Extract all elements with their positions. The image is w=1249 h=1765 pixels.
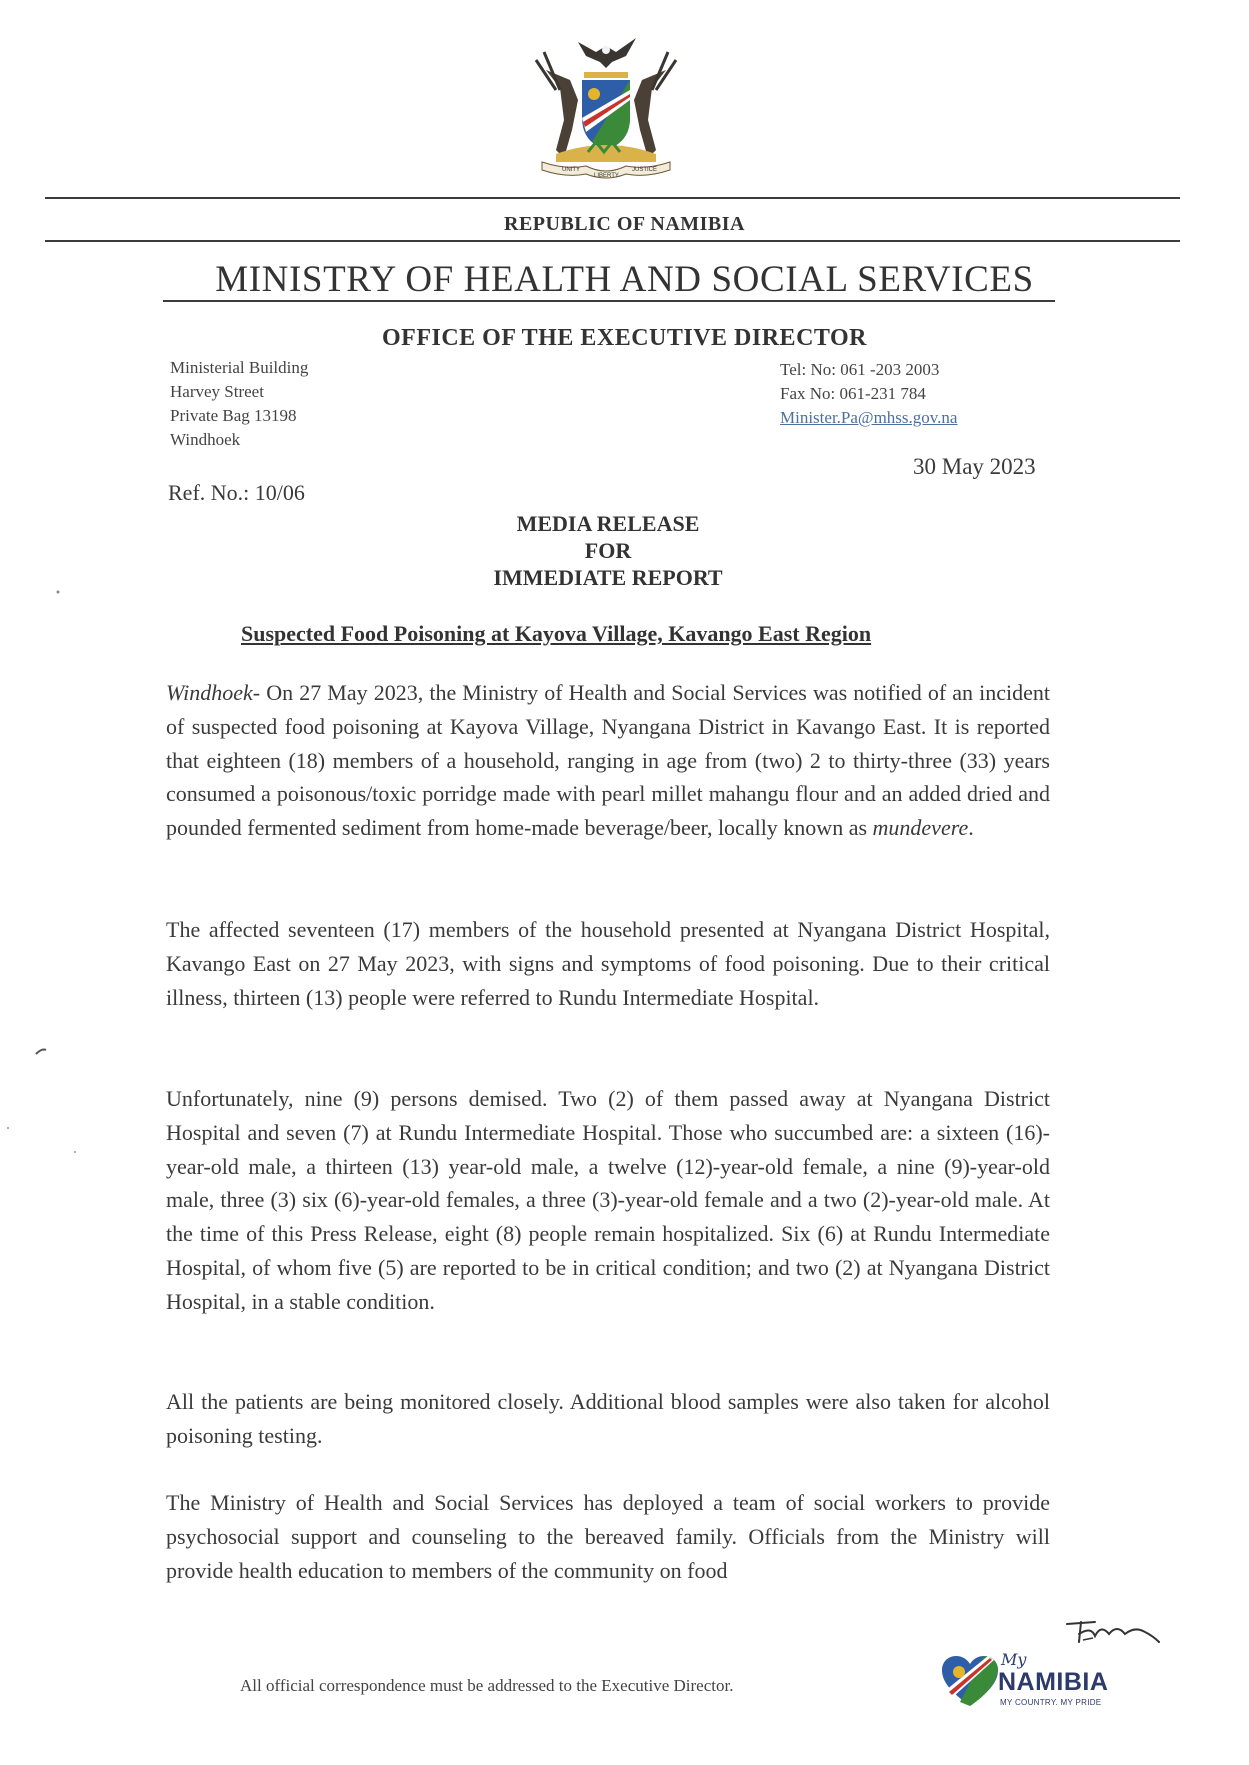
handwritten-initials	[1061, 1612, 1163, 1652]
body-paragraph-5: The Ministry of Health and Social Services has deployed a team of social workers to provide psychosocial support and counseling to the bereaved family. Officials from the Ministry will provide health education to members of the community on food	[166, 1490, 1050, 1583]
release-line: FOR	[584, 538, 632, 563]
motto-liberty: LIBERTY	[594, 173, 619, 179]
address-line: Windhoek	[170, 430, 241, 449]
ministry-underline	[163, 300, 1055, 302]
paragraph-end: .	[968, 815, 974, 841]
office-heading: OFFICE OF THE EXECUTIVE DIRECTOR	[382, 325, 867, 351]
footer-correspondence-note: All official correspondence must be addressed to the Executive Director.	[240, 1676, 734, 1695]
my-namibia-logo	[942, 1648, 1122, 1708]
top-rule	[45, 197, 1180, 199]
motto-justice: JUSTICE	[632, 167, 658, 173]
release-line: IMMEDIATE REPORT	[493, 565, 723, 590]
body-paragraph-4: All the patients are being monitored closely. Additional blood samples were also taken for alcohol poisoning testing.	[166, 1389, 1050, 1448]
heart-flag-icon	[942, 1656, 998, 1708]
media-release-heading	[0, 510, 1216, 591]
motto-unity: UNITY	[562, 167, 580, 173]
address-line: Harvey Street	[170, 382, 264, 401]
release-line: MEDIA RELEASE	[516, 511, 700, 536]
ministry-heading: MINISTRY OF HEALTH AND SOCIAL SERVICES	[215, 259, 1034, 300]
contact-block	[780, 358, 957, 430]
document-headline: Suspected Food Poisoning at Kayova Village, Kavango East Region	[241, 621, 872, 646]
dateline-place: Windhoek-	[166, 680, 261, 705]
telephone: Tel: No: 061 -203 2003	[780, 360, 940, 379]
brand-tagline: MY COUNTRY. MY PRIDE	[1000, 1698, 1102, 1707]
reference-number: Ref. No.: 10/06	[168, 480, 305, 505]
address-block	[170, 356, 308, 452]
brand-name: NAMIBIA	[998, 1668, 1109, 1696]
paragraph-text: On 27 May 2023, the Ministry of Health and Social Services was notified of an incident of suspected food poisoning at Kayova Village, Nyangana District in Kavango East. It is reported that eighteen (18) members of a household, ranging in age from (two) 2 to thirty-three (33) years consumed a poisonous/toxic porridge made with pearl millet mahangu flour and an added dried and pounded fermented sediment from home-made beverage/beer, locally known as	[166, 680, 1050, 841]
body-paragraph-3: Unfortunately, nine (9) persons demised. Two (2) of them passed away at Nyangana District Hospital and seven (7) at Rundu Intermediate Hospital. Those who succumbed are: a sixteen (16)-year-old male, a thirteen (13) year-old male, a twelve (12)-year-old female, a nine (9)-year-old male, three (3) six (6)-year-old females, a three (3)-year-old female and a two (2)-year-old male. At the time of this Press Release, eight (8) people remain hospitalized. Six (6) at Rundu Intermediate Hospital, of whom five (5) are reported to be in critical condition; and two (2) at Nyangana District Hospital, in a stable condition.	[166, 1086, 1050, 1314]
body-paragraph-1	[166, 676, 1050, 845]
republic-heading: REPUBLIC OF NAMIBIA	[504, 213, 745, 235]
address-line: Private Bag 13198	[170, 406, 297, 425]
local-term: mundevere	[872, 815, 969, 841]
brand-my: My	[1001, 1650, 1027, 1669]
fax: Fax No: 061-231 784	[780, 384, 926, 403]
email-link[interactable]: Minister.Pa@mhss.gov.na	[780, 408, 958, 427]
address-line: Ministerial Building	[170, 358, 309, 377]
body-paragraph-2: The affected seventeen (17) members of the household presented at Nyangana District Hospital, Kavango East on 27 May 2023, with signs and symptoms of food poisoning. Due to their critical illness, thirteen (13) people were referred to Rundu Intermediate Hospital.	[166, 917, 1050, 1010]
coat-of-arms-emblem	[526, 30, 686, 180]
release-date: 30 May 2023	[913, 454, 1036, 479]
republic-rule	[45, 240, 1180, 242]
